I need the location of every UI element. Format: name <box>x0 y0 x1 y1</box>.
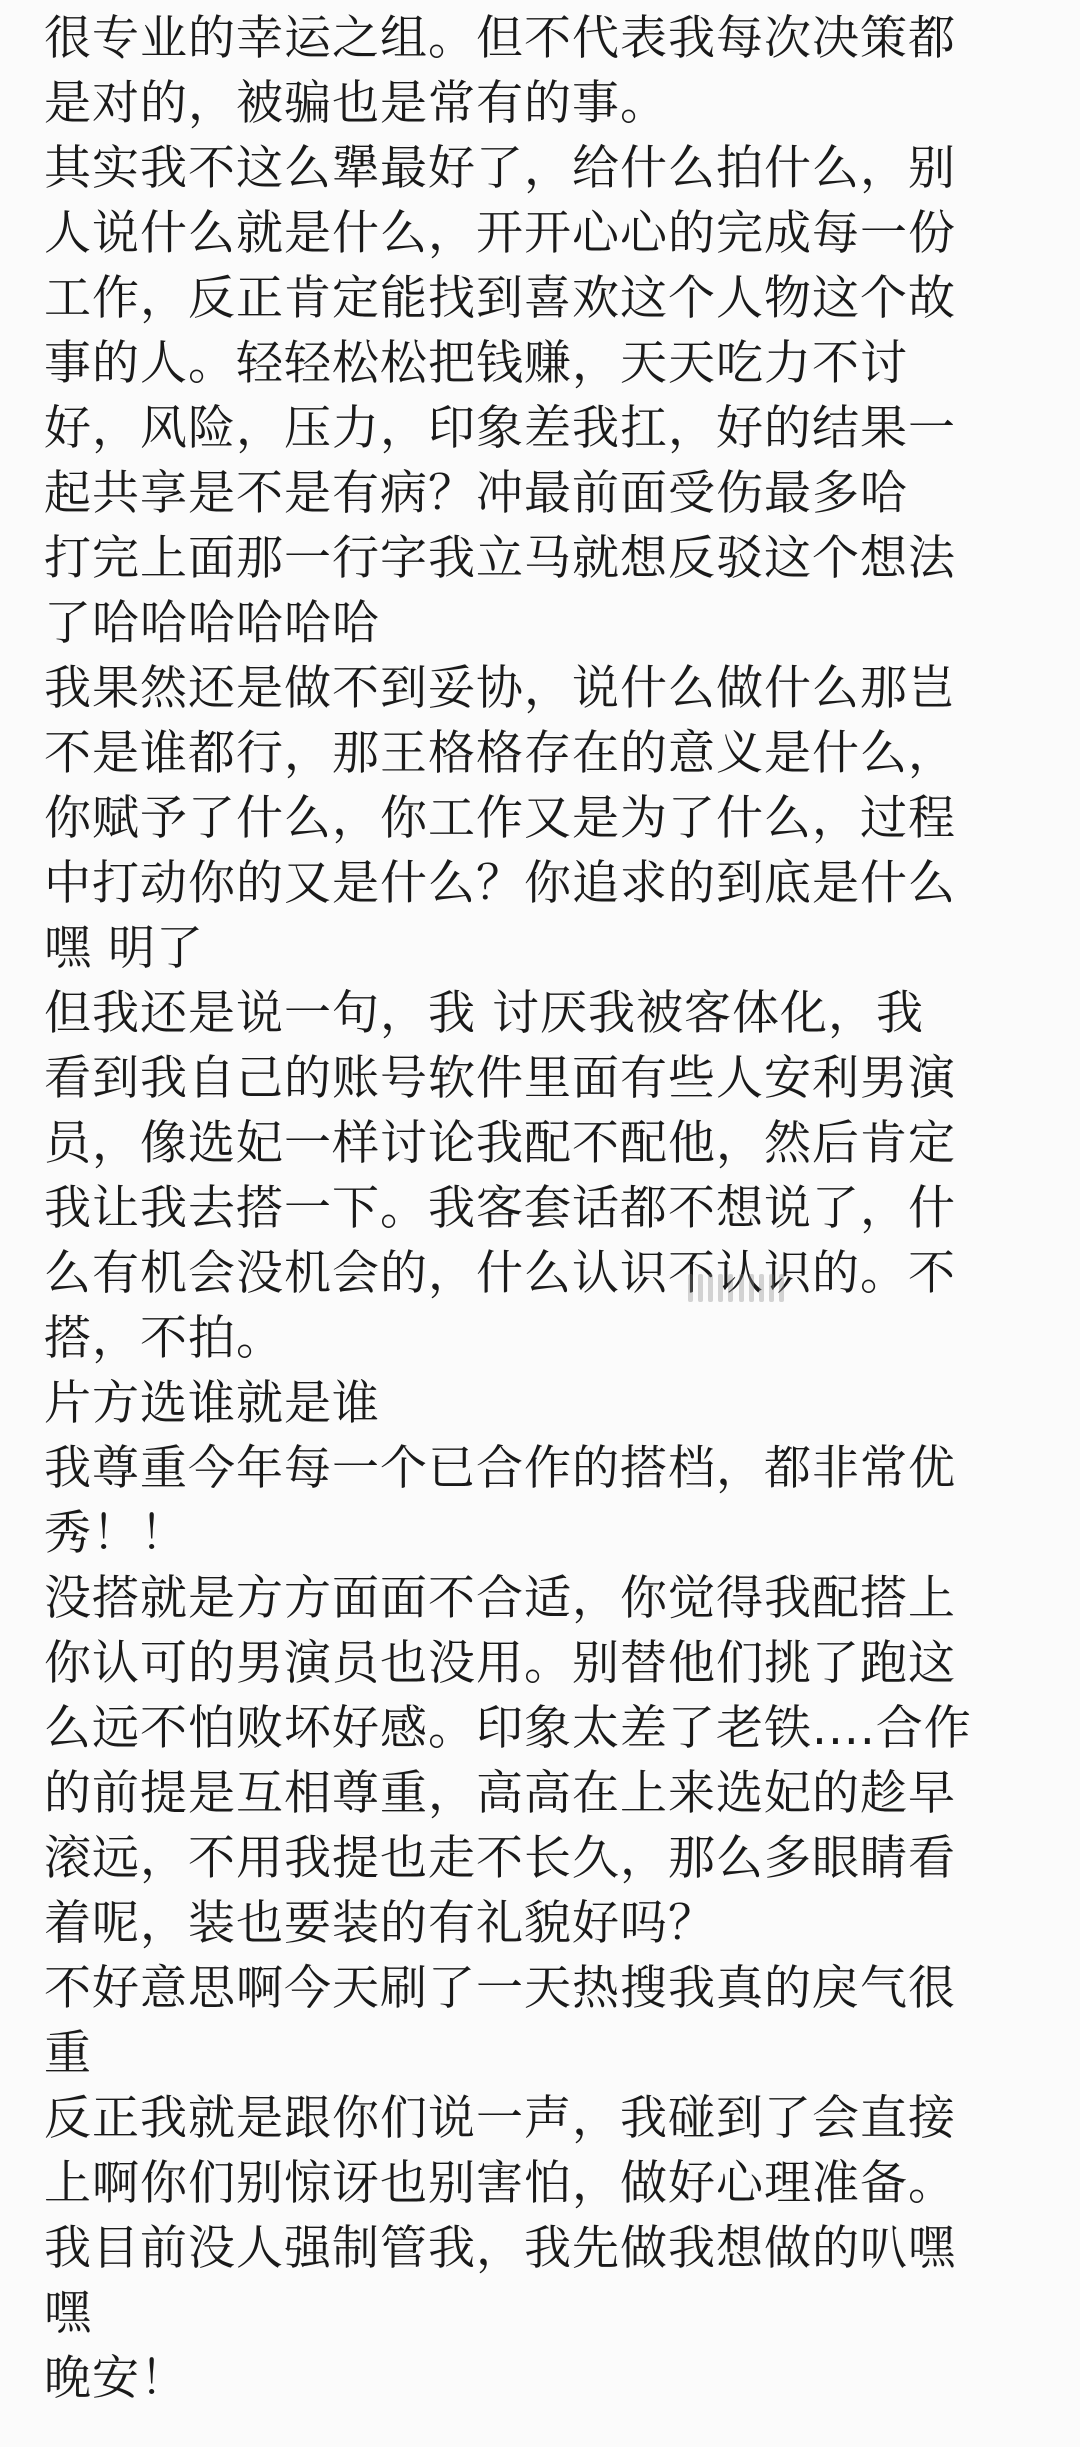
text-line: 么远不怕败坏好感。印象太差了老铁....合作 <box>44 1701 972 1756</box>
text-line: 没搭就是方方面面不合适，你觉得我配搭上 <box>44 1571 956 1626</box>
text-line: 工作，反正肯定能找到喜欢这个人物这个故 <box>44 271 956 326</box>
text-line: 么有机会没机会的，什么认识不认识的。不 <box>44 1246 956 1301</box>
text-line: 着呢，装也要装的有礼貌好吗？ <box>44 1896 716 1951</box>
text-line: 打完上面那一行字我立马就想反驳这个想法 <box>44 531 956 586</box>
text-line: 反正我就是跟你们说一声，我碰到了会直接 <box>44 2091 956 2146</box>
text-line: 搭，不拍。 <box>44 1311 284 1366</box>
text-line: 了哈哈哈哈哈哈 <box>44 596 380 651</box>
text-line: 上啊你们别惊讶也别害怕，做好心理准备。 <box>44 2156 956 2211</box>
text-line: 看到我自己的账号软件里面有些人安利男演 <box>44 1051 956 1106</box>
text-line: 员，像选妃一样讨论我配不配他，然后肯定 <box>44 1116 956 1171</box>
text-line: 不好意思啊今天刷了一天热搜我真的戾气很 <box>44 1961 956 2016</box>
text-line: 事的人。轻轻松松把钱赚，天天吃力不讨 <box>44 336 908 391</box>
text-line: 的前提是互相尊重，高高在上来选妃的趁早 <box>44 1766 956 1821</box>
text-line: 重 <box>44 2026 92 2081</box>
text-line: 我目前没人强制管我，我先做我想做的叭嘿 <box>44 2221 956 2276</box>
text-line: 我果然还是做不到妥协，说什么做什么那岂 <box>44 661 956 716</box>
text-line: 好，风险，压力，印象差我扛，好的结果一 <box>44 401 956 456</box>
text-line: 你赋予了什么，你工作又是为了什么，过程 <box>44 791 956 846</box>
text-line: 片方选谁就是谁 <box>44 1376 380 1431</box>
text-line: 晚安！ <box>44 2351 188 2406</box>
text-line: 滚远，不用我提也走不长久，那么多眼睛看 <box>44 1831 956 1886</box>
text-line: 是对的，被骗也是常有的事。 <box>44 76 668 131</box>
text-line: 秀！！ <box>44 1506 188 1561</box>
text-line: 我尊重今年每一个已合作的搭档，都非常优 <box>44 1441 956 1496</box>
text-line: 不是谁都行，那王格格存在的意义是什么， <box>44 726 956 781</box>
text-line: 其实我不这么犟最好了，给什么拍什么，别 <box>44 141 956 196</box>
text-line: 嘿 <box>44 2286 92 2341</box>
text-line: 中打动你的又是什么？你追求的到底是什么 <box>44 856 956 911</box>
text-line: 人说什么就是什么，开开心心的完成每一份 <box>44 206 956 261</box>
text-line: 我让我去搭一下。我客套话都不想说了，什 <box>44 1181 956 1236</box>
watermark-bars-icon <box>688 1268 784 1308</box>
text-line: 很专业的幸运之组。但不代表我每次决策都 <box>44 11 956 66</box>
text-line: 但我还是说一句，我 讨厌我被客体化，我 <box>44 986 924 1041</box>
text-line: 起共享是不是有病？冲最前面受伤最多哈 <box>44 466 908 521</box>
text-line: 嘿 明了 <box>44 921 204 976</box>
text-line: 你认可的男演员也没用。别替他们挑了跑这 <box>44 1636 956 1691</box>
